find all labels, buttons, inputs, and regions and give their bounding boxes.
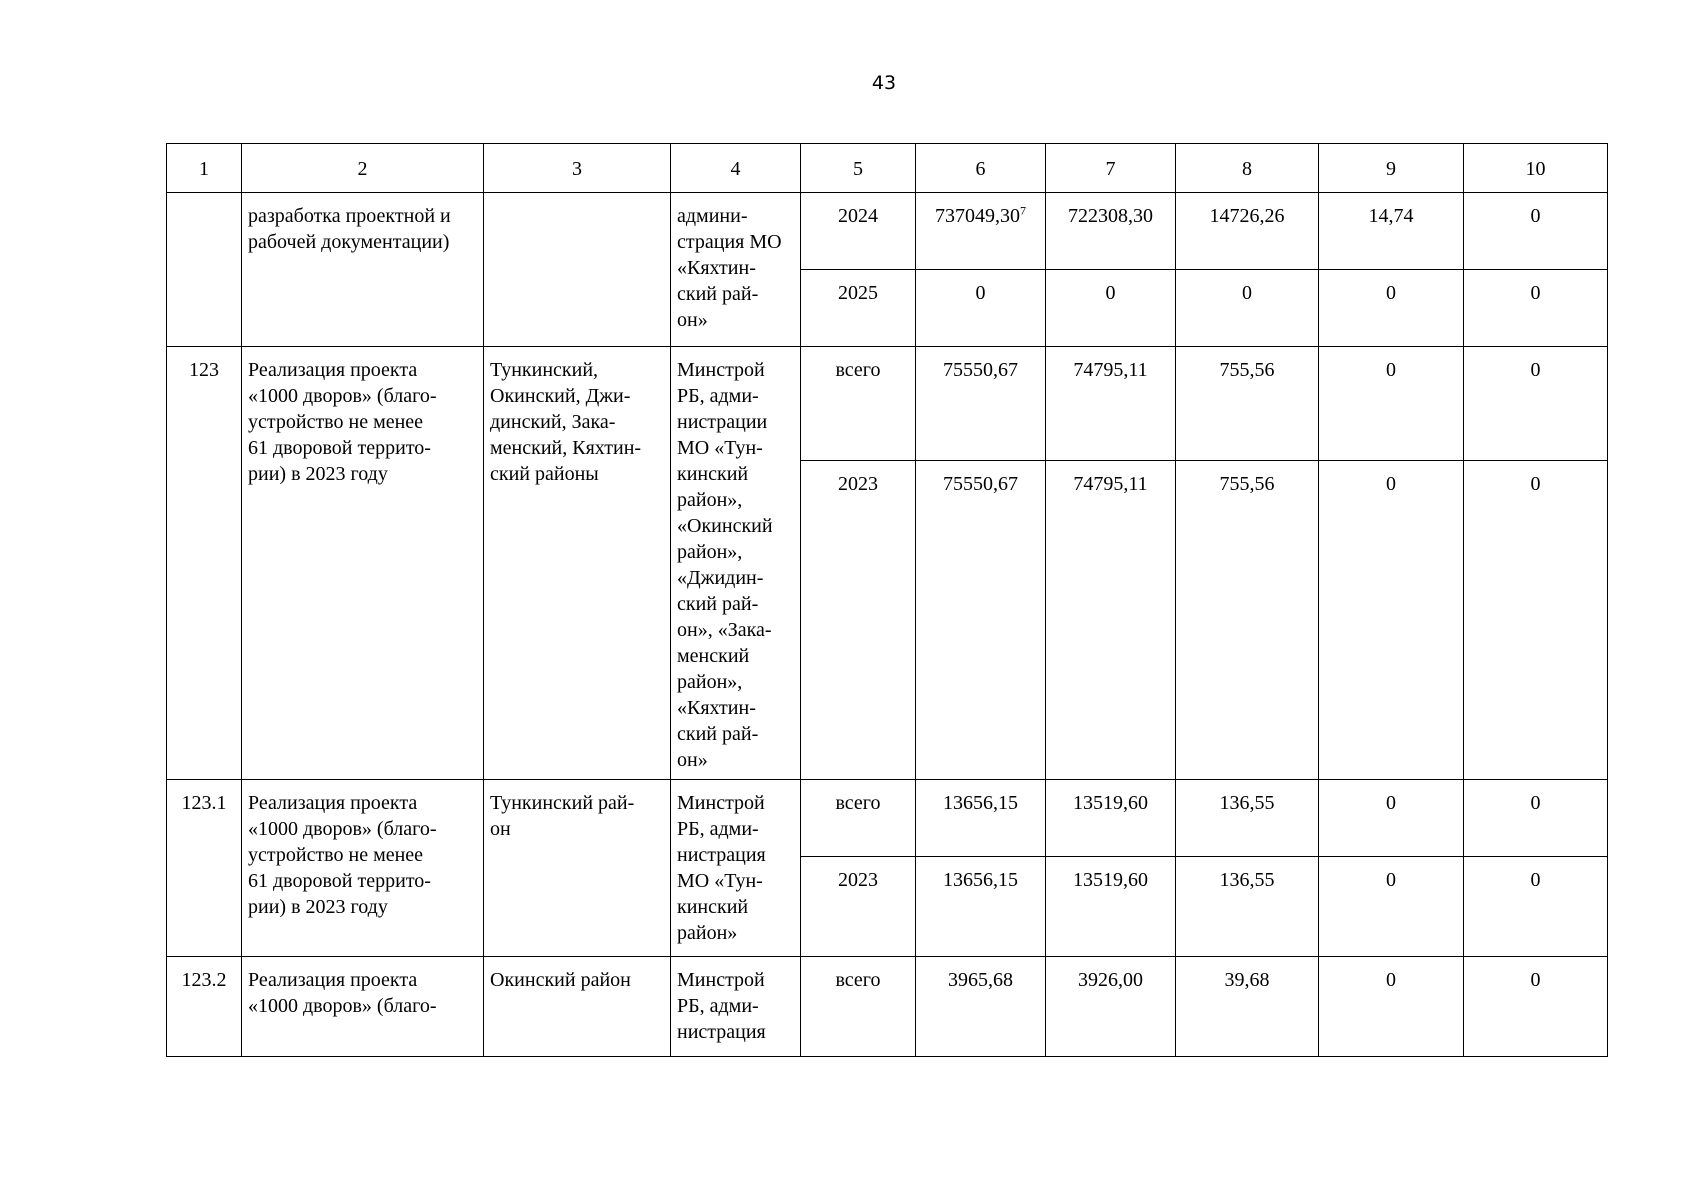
year-cell: 2025 — [801, 270, 916, 347]
table-row — [167, 193, 1608, 270]
total-cell — [916, 193, 1046, 270]
total-cell: 0 — [916, 270, 1046, 347]
row-number-cell: 123 — [167, 347, 242, 780]
regional-cell: 755,56 — [1176, 461, 1319, 780]
local-cell: 0 — [1319, 270, 1464, 347]
other-cell: 0 — [1464, 461, 1608, 780]
row-number-cell: 123.1 — [167, 780, 242, 957]
year-cell: 2023 — [801, 461, 916, 780]
federal-cell: 74795,11 — [1046, 347, 1176, 461]
local-cell: 0 — [1319, 957, 1464, 1057]
local-cell: 14,74 — [1319, 193, 1464, 270]
federal-cell: 0 — [1046, 270, 1176, 347]
header-cell-1: 1 — [167, 144, 242, 193]
table-row — [167, 347, 1608, 461]
local-cell: 0 — [1319, 347, 1464, 461]
region-cell: Тункинский рай- он — [484, 780, 671, 957]
header-cell-2: 2 — [242, 144, 484, 193]
item-name-cell: Реализация проекта «1000 дворов» (благо- — [242, 957, 484, 1057]
region-cell: Тункинский, Окинский, Джи- динский, Зака- менский, Кяхтин- ский районы — [484, 347, 671, 780]
page-number: 43 — [871, 72, 897, 94]
other-cell: 0 — [1464, 780, 1608, 857]
regional-cell: 39,68 — [1176, 957, 1319, 1057]
regional-cell: 14726,26 — [1176, 193, 1319, 270]
header-cell-9: 9 — [1319, 144, 1464, 193]
executor-cell: админи- страция МО «Кяхтин- ский рай- он» — [671, 193, 801, 347]
header-cell-6: 6 — [916, 144, 1046, 193]
item-name-cell: Реализация проекта «1000 дворов» (благо- устройство не менее 61 дворовой террито- рии) в 2023 году — [242, 780, 484, 957]
year-cell: всего — [801, 347, 916, 461]
header-cell-5: 5 — [801, 144, 916, 193]
header-cell-10: 10 — [1464, 144, 1608, 193]
other-cell: 0 — [1464, 270, 1608, 347]
year-cell: 2023 — [801, 857, 916, 957]
table-row — [167, 957, 1608, 1057]
region-cell — [484, 193, 671, 347]
executor-cell: Минстрой РБ, адми- нистрация МО «Тун- кинский район» — [671, 780, 801, 957]
federal-cell: 13519,60 — [1046, 780, 1176, 857]
federal-cell: 722308,30 — [1046, 193, 1176, 270]
federal-cell: 13519,60 — [1046, 857, 1176, 957]
other-cell: 0 — [1464, 857, 1608, 957]
other-cell: 0 — [1464, 193, 1608, 270]
header-cell-7: 7 — [1046, 144, 1176, 193]
total-value: 737049,30 — [935, 205, 1020, 227]
executor-cell: Минстрой РБ, адми- нистрации МО «Тун- кинский район», «Окинский район», «Джидин- ский рай- он», «Зака- менский район», «Кяхтин- ский рай- он» — [671, 347, 801, 780]
federal-cell: 74795,11 — [1046, 461, 1176, 780]
year-cell: всего — [801, 780, 916, 857]
table-header-row — [167, 144, 1608, 193]
executor-cell: Минстрой РБ, адми- нистрация — [671, 957, 801, 1057]
header-cell-4: 4 — [671, 144, 801, 193]
regional-cell: 136,55 — [1176, 780, 1319, 857]
regional-cell: 136,55 — [1176, 857, 1319, 957]
local-cell: 0 — [1319, 780, 1464, 857]
regional-cell: 755,56 — [1176, 347, 1319, 461]
federal-cell: 3926,00 — [1046, 957, 1176, 1057]
item-name-cell: Реализация проекта «1000 дворов» (благо- устройство не менее 61 дворовой террито- рии) в 2023 году — [242, 347, 484, 780]
total-cell: 13656,15 — [916, 780, 1046, 857]
row-number-cell: 123.2 — [167, 957, 242, 1057]
total-cell: 3965,68 — [916, 957, 1046, 1057]
item-name-cell: разработка проектной и рабочей документации) — [242, 193, 484, 347]
region-cell: Окинский район — [484, 957, 671, 1057]
year-cell: 2024 — [801, 193, 916, 270]
table-row — [167, 780, 1608, 857]
budget-table — [166, 143, 1608, 1057]
row-number-cell — [167, 193, 242, 347]
regional-cell: 0 — [1176, 270, 1319, 347]
total-cell: 13656,15 — [916, 857, 1046, 957]
total-cell: 75550,67 — [916, 347, 1046, 461]
other-cell: 0 — [1464, 957, 1608, 1057]
header-cell-3: 3 — [484, 144, 671, 193]
other-cell: 0 — [1464, 347, 1608, 461]
header-cell-8: 8 — [1176, 144, 1319, 193]
footnote-mark: 7 — [1020, 203, 1026, 218]
year-cell: всего — [801, 957, 916, 1057]
local-cell: 0 — [1319, 857, 1464, 957]
total-cell: 75550,67 — [916, 461, 1046, 780]
local-cell: 0 — [1319, 461, 1464, 780]
